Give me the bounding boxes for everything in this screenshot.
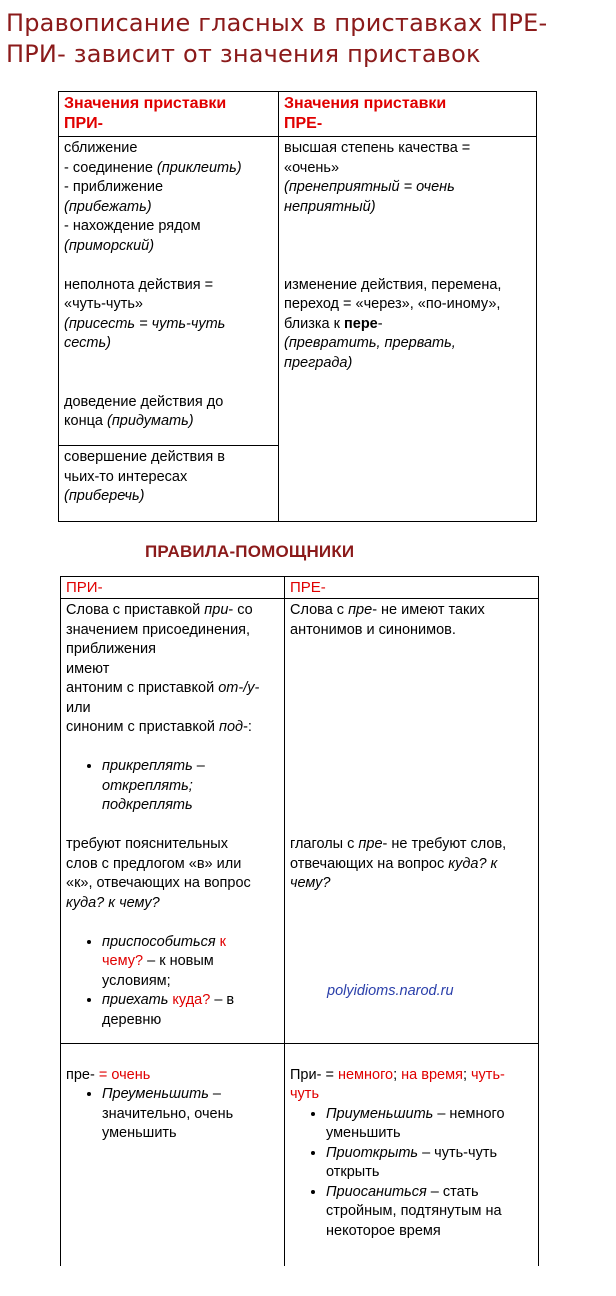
helpers-heading: ПРАВИЛА-ПОМОЩНИКИ [145, 542, 355, 561]
t2-pre-li1-a: Приуменьшить [326, 1105, 434, 1122]
pri-nepolnota-1: неполнота действия = [64, 276, 214, 293]
pri-dovedenie-2: конца [64, 413, 107, 429]
pri-sovershenie-2: чьих-то интересах [64, 468, 188, 485]
title-line-2: ПРИ- зависит от значения приставок [6, 40, 481, 68]
pri-examples-cell [61, 1044, 285, 1267]
t2-pre-list [290, 1105, 533, 1242]
pri-priblizhenie-example: (прибежать) [64, 198, 152, 215]
pri-sovershenie-example: (приберечь) [64, 488, 145, 504]
t2-pri-li1-b: – [192, 758, 205, 774]
header-pri [59, 92, 279, 137]
t2-pri-li1-d: подкреплять [102, 797, 193, 813]
t2-pri-li3-b: – в [210, 992, 235, 1008]
t2-pre-li1-c: уменьшить [326, 1125, 401, 1141]
t2-pri-li4-b: – [208, 1086, 221, 1102]
header-pri-line2: ПРИ- [64, 115, 103, 132]
t2-pri-r1-otu: от-/у- [218, 680, 260, 696]
prefix-meanings-table [58, 91, 537, 522]
t2-pri-li1-a: прикреплять [102, 758, 193, 774]
t2-pre-r1-b: - не имеют таких [372, 602, 485, 618]
pre-rules-cell [285, 599, 539, 1044]
t2-pre-li3-c: стройным, подтянутым на [326, 1203, 502, 1219]
pre-izmenenie-2: переход = «через», «по-иному», [284, 296, 501, 312]
t2-pri-li2-k: к [215, 933, 227, 950]
pri-sblizhenie: сближение [64, 140, 138, 156]
pri-nepolnota-2: «чуть-чуть» [64, 296, 143, 312]
header-pre-rules: ПРЕ- [285, 577, 539, 599]
t2-pri-r1-c: значением присоединения, [66, 621, 251, 638]
t2-pre-r3-navremya: на время [401, 1066, 463, 1083]
t2-pre-li3-b: – стать [426, 1183, 479, 1200]
t2-pri-li4-a: Преуменьшить [102, 1086, 209, 1102]
t2-pri-li2-c: условиям; [102, 972, 171, 989]
t2-pri-li3-c: деревню [102, 1011, 162, 1028]
header-pri-line1: Значения приставки [64, 95, 227, 112]
pri-dovedenie-1: доведение действия до [64, 393, 224, 410]
t2-pri-li4-d: уменьшить [102, 1125, 177, 1141]
t2-pri-r3-eq: = очень [98, 1066, 151, 1083]
t2-pri-li4-c: значительно, очень [102, 1105, 234, 1122]
pre-examples-cell [285, 1044, 539, 1267]
pre-vysshaya-1: высшая степень качества = [284, 140, 471, 156]
pri-ryadom-example: (приморский) [64, 237, 155, 254]
t2-pre-r3-chut2: чуть [290, 1086, 319, 1102]
t2-pre-r3-chut1: чуть- [471, 1066, 505, 1083]
list-item [102, 1085, 279, 1144]
t2-pre-r2-chemu: чему? [290, 875, 331, 891]
header-pri-rules: ПРИ- [61, 577, 285, 599]
t2-pri-r1-h: синоним с приставкой [66, 719, 220, 735]
table-row [59, 92, 537, 137]
list-item [102, 991, 279, 1030]
pri-meanings-cell [59, 137, 279, 446]
t2-pri-r2-d: куда? к чему? [66, 894, 160, 911]
pre-izmenenie-example-1: (превратить, прервать, [284, 335, 456, 351]
pre-izmenenie-example-2: преграда) [284, 354, 353, 371]
pri-soedinenie-example: (приклеить) [156, 159, 242, 176]
header-pre-line1: Значения приставки [284, 95, 447, 112]
t2-pre-r3-pri: При- = [290, 1066, 338, 1083]
header-pre [279, 92, 537, 137]
t2-pre-r1-c: антонимов и синонимов. [290, 621, 456, 638]
t2-pri-r1-f: антоним с приставкой [66, 680, 219, 696]
list-item [102, 757, 279, 816]
t2-pri-r3-pre: пре- [66, 1066, 99, 1083]
page-title [6, 8, 612, 70]
pri-soedinenie [64, 159, 273, 179]
header-pre-line2: ПРЕ- [284, 115, 323, 132]
t2-pri-list-2 [66, 933, 279, 1031]
t2-pre-r3-sep1: ; [393, 1066, 402, 1083]
t2-pri-li2-b: – к новым [143, 953, 214, 969]
list-item [326, 1105, 533, 1144]
t2-pri-li3-kuda: куда? [168, 992, 211, 1008]
pre-vysshaya-example-1: (пренеприятный = очень [284, 179, 455, 195]
t2-pri-li2-chemu: чему? [102, 953, 144, 969]
t2-pri-r1-pri: при [204, 602, 229, 618]
t2-pri-li3-a: приехать [102, 992, 169, 1008]
pri-soedinenie-text: - соединение [64, 159, 157, 176]
t2-pri-r2-a: требуют пояснительных [66, 836, 228, 852]
pri-priblizhenie: - приближение [64, 179, 164, 195]
pre-izmenenie-dash: - [377, 315, 383, 332]
t2-pre-r2-c: отвечающих на вопрос [290, 855, 449, 872]
t2-pre-li2-a: Приоткрыть [326, 1144, 419, 1161]
t2-pri-r2-c: «к», отвечающих на вопрос [66, 875, 251, 891]
pri-sovershenie-1: совершение действия в [64, 449, 225, 465]
pri-ryadom: - нахождение рядом [64, 218, 201, 234]
t2-pri-r1-g: или [66, 699, 91, 716]
list-item [326, 1183, 533, 1242]
t2-pri-r2-b: слов с предлогом «в» или [66, 855, 242, 872]
t2-pre-r2-b: - не требуют слов, [382, 836, 507, 852]
pri-sovershenie-cell [59, 446, 279, 522]
t2-pre-r3-sep2: ; [462, 1066, 471, 1083]
t2-pri-r1-d: приближения [66, 641, 156, 657]
t2-pri-li1-c: откреплять; [102, 777, 193, 794]
table-row [59, 137, 537, 446]
t2-pri-list-1 [66, 757, 279, 816]
pre-izmenenie-1: изменение действия, перемена, [284, 276, 502, 293]
watermark-link-text: polyidioms.narod.ru [327, 983, 454, 999]
t2-pre-li1-b: – немного [433, 1105, 505, 1122]
list-item [102, 933, 279, 992]
pri-rules-cell [61, 599, 285, 1044]
table-row [61, 1044, 539, 1267]
list-item [326, 1144, 533, 1183]
t2-pri-r1-e: имеют [66, 660, 110, 677]
t2-pre-li3-d: некоторое время [326, 1222, 441, 1239]
table-row [61, 577, 539, 599]
pre-vysshaya-example-2: неприятный) [284, 198, 376, 215]
pre-vysshaya-2: «очень» [284, 159, 340, 176]
pri-nepolnota-example-1: (присесть = чуть-чуть [64, 315, 226, 332]
t2-pri-r1-a: Слова с приставкой [66, 602, 205, 618]
t2-pri-r1-pod: под [219, 719, 244, 735]
t2-pre-li2-c: открыть [326, 1164, 380, 1180]
t2-pre-li2-b: – чуть-чуть [418, 1144, 498, 1161]
title-line-1: Правописание гласных в приставках ПРЕ- [6, 9, 548, 37]
pri-dovedenie-example: (придумать) [106, 413, 194, 429]
t2-pri-li2-a: приспособиться [102, 933, 216, 950]
t2-pri-r1-i: -: [243, 719, 252, 735]
t2-pre-li3-a: Приосаниться [326, 1183, 427, 1200]
table-row [61, 599, 539, 1044]
t2-pre-r1-a: Слова с [290, 602, 349, 618]
pre-meanings-cell [279, 137, 537, 522]
t2-pre-r2-kuda: куда? к [448, 855, 498, 872]
pre-izmenenie-bold: пере [344, 315, 378, 332]
t2-pre-r1-pre: пре [348, 602, 373, 618]
t2-pre-r2-a: глаголы с [290, 836, 359, 852]
t2-pre-r3-nemnogo: немного [337, 1066, 394, 1083]
pri-nepolnota-example-2: сесть) [64, 335, 111, 351]
t2-pri-r1-b: - со [228, 602, 253, 618]
t2-pre-r2-pre: пре [358, 836, 383, 852]
helper-rules-table [60, 576, 539, 1266]
t2-pri-list-3 [66, 1085, 279, 1144]
pre-izmenenie-3: близка к [284, 315, 344, 332]
